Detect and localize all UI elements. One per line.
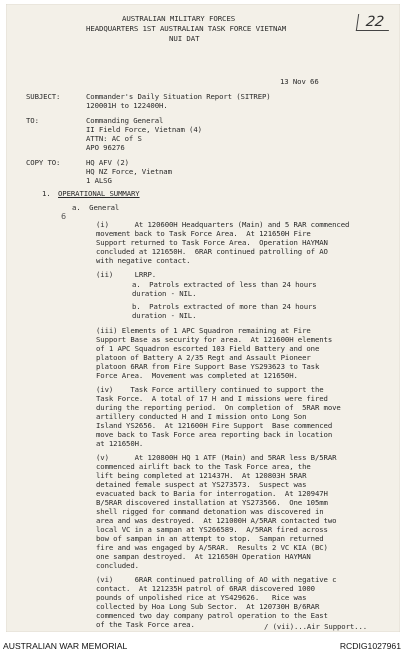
paragraph-line: commenced airlift back to the Task Force area, the <box>96 462 311 471</box>
reference-number: 22 <box>356 14 391 31</box>
subsection-general: a. General <box>72 203 120 212</box>
copy-to-line-1: HQ AFV (2) <box>86 158 129 167</box>
paragraph-line: Island YS2656. At 121600H Fire Support Base commenced <box>96 421 333 430</box>
paragraph-line: B/5RAR discovered installation at YS273566. One 105mm <box>96 498 328 507</box>
paragraph-line: of 1 APC Squadron escorted 103 Field Battery and one <box>96 344 320 353</box>
paragraph-line: during the reporting period. On completion of 5RAR move <box>96 403 341 412</box>
to-line-4: APO 96276 <box>86 143 125 152</box>
paragraph-line: (iv) Task Force artillery continued to support the <box>96 385 324 394</box>
header-line-1: AUSTRALIAN MILITARY FORCES <box>122 14 236 23</box>
section-number: 1. <box>42 189 51 198</box>
paragraph-line: Support Base as security for area. At 121600H elements <box>96 335 333 344</box>
paragraph-line: Support returned to Task Force Area. Operation HAYMAN <box>96 238 328 247</box>
paragraph-line: one sampan destroyed. At 121650H Operation HAYMAN <box>96 552 311 561</box>
to-line-3: ATTN: AC of S <box>86 134 142 143</box>
paragraph-line: movement back to Task Force Area. At 121650H Fire <box>96 229 311 238</box>
paragraph-line: platoon of Battery A 2/35 Regt and Assault Pioneer <box>96 353 311 362</box>
paragraph-line: b. Patrols extracted of more than 24 hours <box>132 302 317 311</box>
paragraph-line: duration - NIL. <box>132 289 197 298</box>
archive-footer <box>0 634 405 654</box>
paragraph-line: concluded. <box>96 561 139 570</box>
paragraph-line: lift being completed at 121437H. At 120803H 5RAR <box>96 471 307 480</box>
section-title: OPERATIONAL SUMMARY <box>58 189 140 198</box>
paragraph-line: bow of sampan in an attempt to stop. Sampan returned <box>96 534 324 543</box>
paragraph-line: at 121650H. <box>96 439 144 448</box>
paragraph-line: local VC in a sampan at YS266589. A/5RAR fired across <box>96 525 328 534</box>
paragraph-line: Force Area. Movement was completed at 121650H. <box>96 371 298 380</box>
paragraph-line: detained female suspect at YS273573. Suspect was <box>96 480 307 489</box>
to-line-1: Commanding General <box>86 116 164 125</box>
copy-to-label: COPY TO: <box>26 158 61 167</box>
margin-annotation: 6 <box>61 212 67 221</box>
paragraph-line: (iii) Elements of 1 APC Squadron remaining at Fire <box>96 326 311 335</box>
to-line-2: II Field Force, Vietnam (4) <box>86 125 202 134</box>
paragraph-line: (vi) 6RAR continued patrolling of AO with negative c <box>96 575 337 584</box>
subject-label: SUBJECT: <box>26 92 61 101</box>
paragraph-line: Task Force. A total of 17 H and I missions were fired <box>96 394 328 403</box>
subject-line-1: Commander's Daily Situation Report (SITREP) <box>86 92 271 101</box>
footer-institution: AUSTRALIAN WAR MEMORIAL <box>3 641 128 651</box>
paragraph-line: platoon 6RAR from Fire Support Base YS293623 to Task <box>96 362 320 371</box>
paragraph-line: concluded at 121650H. 6RAR continued patrolling of AO <box>96 247 328 256</box>
subject-line-2: 120001H to 122400H. <box>86 101 168 110</box>
document-date: 13 Nov 66 <box>280 77 319 86</box>
paragraph-line: (ii) LRRP. <box>96 270 157 279</box>
paragraph-line: move back to Task Force area reporting back in location <box>96 430 333 439</box>
continuation-note: / (vii)...Air Support... <box>264 622 368 631</box>
paragraph-line: fire and was engaged by A/5RAR. Results 2 VC KIA (BC) <box>96 543 328 552</box>
paragraph-line: shell rigged for command detonation was discovered in <box>96 507 324 516</box>
copy-to-line-2: HQ NZ Force, Vietnam <box>86 167 172 176</box>
paragraph-line: area and was destroyed. At 121000H A/5RAR contacted two <box>96 516 337 525</box>
copy-to-line-3: 1 ALSG <box>86 176 112 185</box>
paragraph-line: contact. At 121235H patrol of 6RAR discovered 1000 <box>96 584 315 593</box>
paragraph-line: of the Task Force area. <box>96 620 195 629</box>
to-label: TO: <box>26 116 39 125</box>
paragraph-line: pounds of unpolished rice at YS429626. Rice was <box>96 593 307 602</box>
document-page <box>6 4 400 632</box>
paragraph-line: (v) At 120800H HQ 1 ATF (Main) and 5RAR less B/5RAR <box>96 453 337 462</box>
paragraph-line: evacuated back to Baria for interrogation. At 120947H <box>96 489 328 498</box>
paragraph-line: with negative contact. <box>96 256 191 265</box>
header-line-2: HEADQUARTERS 1ST AUSTRALIAN TASK FORCE VIETNAM <box>86 24 287 33</box>
paragraph-line: (i) At 120600H Headquarters (Main) and 5 RAR commenced <box>96 220 350 229</box>
paragraph-line: collected by Hoa Long Sub Sector. At 120730H B/6RAR <box>96 602 320 611</box>
paragraph-line: artillery conducted H and I mission onto Long Son <box>96 412 307 421</box>
footer-record-id: RCDIG1027961 <box>339 641 401 651</box>
header-line-3: NUI DAT <box>169 34 200 43</box>
paragraph-line: a. Patrols extracted of less than 24 hours <box>132 280 317 289</box>
paragraph-line: duration - NIL. <box>132 311 197 320</box>
paragraph-line: commenced two day company patrol operation to the East <box>96 611 328 620</box>
